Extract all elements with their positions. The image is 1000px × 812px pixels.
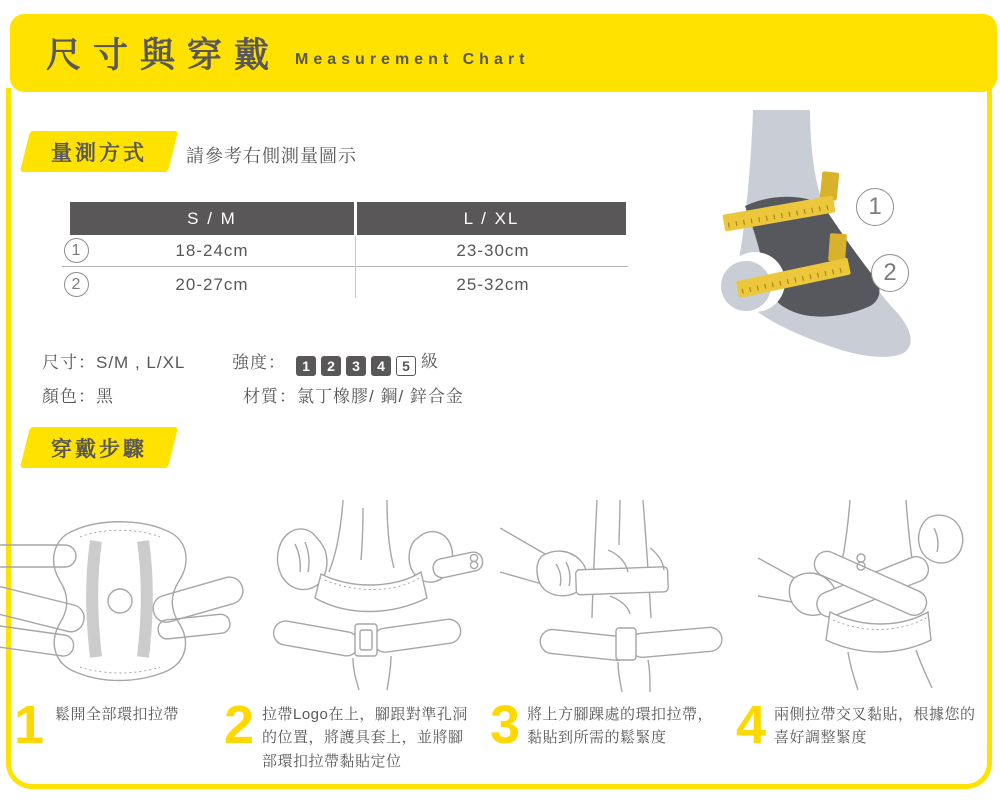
row-marker-circled-1: 1 (64, 238, 89, 263)
spec-material-line (243, 382, 464, 407)
strength-level-scale (296, 347, 439, 376)
step-4-text: 兩側拉帶交叉黏貼，根據您的喜好調整緊度 (774, 706, 976, 747)
size-table-header (70, 202, 626, 235)
step-1-number: 1 (14, 695, 45, 755)
size-sm-row1: 18-24cm (175, 241, 249, 260)
wearing-steps-label: 穿戴步驟 (51, 437, 147, 461)
wearing-steps-flag (25, 427, 173, 468)
step-2-text: 拉帶Logo在上，腳跟對準孔洞的位置，將護具套上，並將腳部環扣拉帶黏貼定位 (262, 706, 468, 770)
size-table-header-lxl: L / XL (357, 202, 626, 235)
strength-level-5: 5 (396, 356, 416, 376)
step-4-illustration (758, 500, 990, 692)
material-label: 材質： (243, 387, 297, 406)
measurement-hint-text: 請參考右側測量圖示 (186, 146, 357, 166)
table-row (62, 269, 628, 301)
table-row-separator (62, 266, 628, 267)
step-4-number: 4 (736, 695, 767, 755)
spec-color-line (42, 382, 114, 407)
material-value: 氯丁橡膠/ 鋼/ 鋅合金 (297, 387, 464, 406)
strength-unit: 級 (421, 352, 439, 371)
strength-level-4: 4 (371, 356, 391, 376)
size-value: S/M , L/XL (96, 353, 186, 372)
strength-level-3: 3 (346, 356, 366, 376)
color-label: 顏色： (42, 387, 96, 406)
size-lxl-row2: 25-32cm (456, 275, 530, 294)
step-1-illustration (0, 505, 245, 695)
table-row (62, 235, 628, 267)
strength-level-2: 2 (321, 356, 341, 376)
section-banner-measurement-chart (10, 14, 997, 92)
measurement-method-label: 量測方式 (51, 141, 147, 165)
measurement-method-flag (25, 131, 173, 172)
step-2-illustration (255, 500, 487, 692)
step-1-text: 鬆開全部環扣拉帶 (55, 706, 180, 723)
spec-size-line (42, 348, 185, 373)
color-value: 黑 (96, 387, 114, 406)
page-title-zh: 尺寸與穿戴 (46, 36, 282, 75)
size-sm-row2: 20-27cm (175, 275, 249, 294)
step-3-number: 3 (490, 695, 521, 755)
table-column-divider (355, 236, 356, 298)
step-3-text: 將上方腳踝處的環扣拉帶，黏貼到所需的鬆緊度 (527, 706, 714, 747)
size-lxl-row1: 23-30cm (456, 241, 530, 260)
strength-label: 強度： (232, 353, 286, 372)
page-title-en: Measurement Chart (295, 51, 530, 68)
strength-level-1: 1 (296, 356, 316, 376)
size-label: 尺寸： (42, 353, 96, 372)
diagram-label-circled-1: 1 (856, 188, 894, 226)
step-2-number: 2 (224, 695, 255, 755)
row-marker-circled-2: 2 (64, 272, 89, 297)
diagram-label-circled-2: 2 (871, 254, 909, 292)
ankle-measurement-illustration (715, 108, 943, 370)
size-table-header-sm: S / M (70, 202, 354, 235)
step-3-illustration (500, 500, 742, 692)
